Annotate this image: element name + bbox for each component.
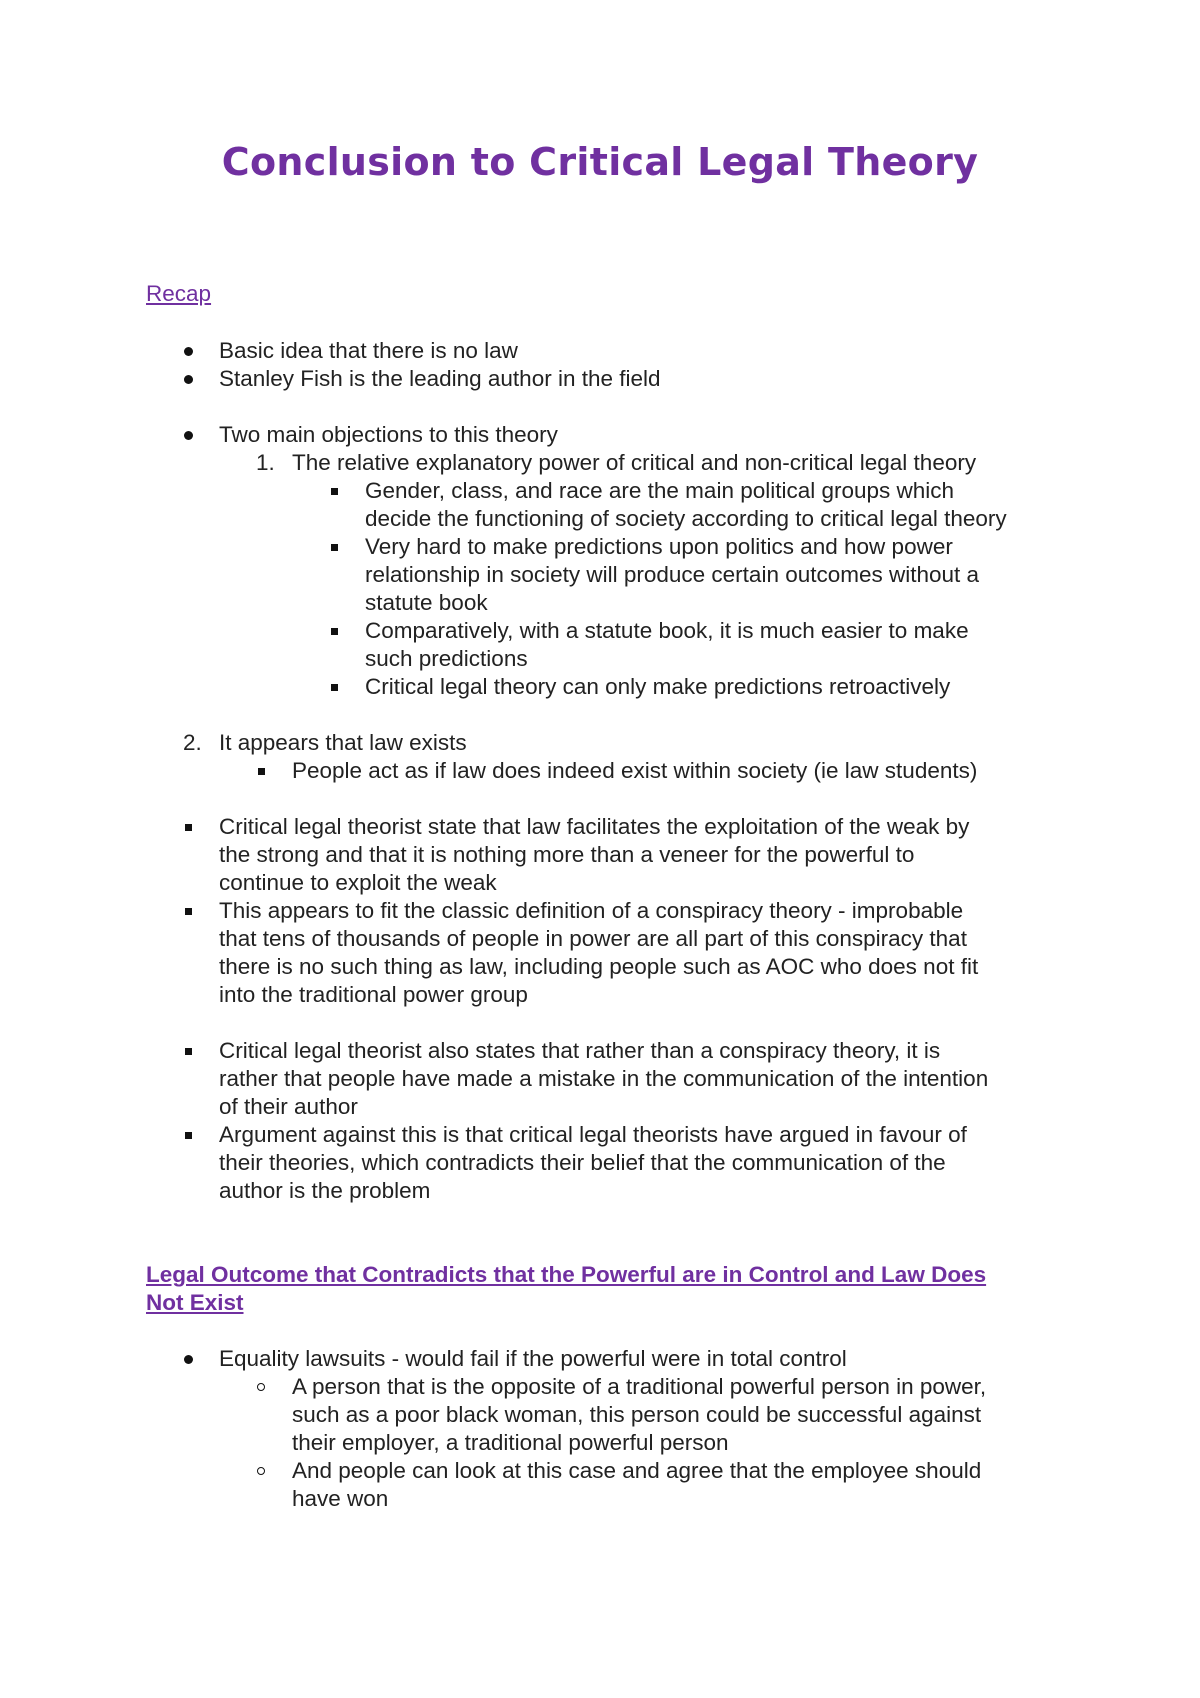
list-item: Equality lawsuits - would fail if the powerful were in total control xyxy=(219,1346,847,1371)
list-item-line: Gender, class, and race are the main political groups which xyxy=(365,478,955,503)
list-item-line: there is no such thing as law, including people such as AOC who does not fit xyxy=(219,954,979,979)
bullet-square-icon xyxy=(176,897,200,925)
bullet-square-icon xyxy=(322,477,346,505)
list-item-line: such as a poor black woman, this person could be successful against xyxy=(292,1402,982,1427)
bullet-square-icon xyxy=(249,757,273,785)
list-item-line: Critical legal theorist state that law facilitates the exploitation of the weak by xyxy=(219,814,970,839)
list-item: Stanley Fish is the leading author in the field xyxy=(219,366,661,391)
list-item-line: Comparatively, with a statute book, it is much easier to make xyxy=(365,618,969,643)
list-item-line: statute book xyxy=(365,590,488,615)
list-item-line: Argument against this is that critical legal theorists have argued in favour of xyxy=(219,1122,967,1147)
bullet-dot-icon xyxy=(176,421,200,449)
list-item: The relative explanatory power of critical and non-critical legal theory xyxy=(292,450,977,475)
list-item-line: decide the functioning of society according to critical legal theory xyxy=(365,506,1007,531)
list-item-line: have won xyxy=(292,1486,389,1511)
bullet-circle-icon xyxy=(249,1373,273,1401)
bullet-square-icon xyxy=(176,813,200,841)
bullet-dot-icon xyxy=(176,1345,200,1373)
list-item-line: their employer, a traditional powerful person xyxy=(292,1430,729,1455)
list-item-line: the strong and that it is nothing more than a veneer for the powerful to xyxy=(219,842,915,867)
bullet-circle-icon xyxy=(249,1457,273,1485)
list-item-line: that tens of thousands of people in power are all part of this conspiracy that xyxy=(219,926,967,951)
list-item-line: People act as if law does indeed exist within society (ie law students) xyxy=(292,758,978,783)
list-item-line: Critical legal theorist also states that rather than a conspiracy theory, it is xyxy=(219,1038,941,1063)
list-item-line: their theories, which contradicts their belief that the communication of the xyxy=(219,1150,946,1175)
bullet-square-icon xyxy=(322,673,346,701)
bullet-dot-icon xyxy=(176,365,200,393)
list-item-line: of their author xyxy=(219,1094,358,1119)
list-item: Basic idea that there is no law xyxy=(219,338,518,363)
page-title: Conclusion to Critical Legal Theory xyxy=(221,140,979,184)
list-item-line: relationship in society will produce certain outcomes without a xyxy=(365,562,980,587)
recap-heading: Recap xyxy=(146,281,212,306)
list-item: Two main objections to this theory xyxy=(219,422,558,447)
section-heading-line: Legal Outcome that Contradicts that the Powerful are in Control and Law Does xyxy=(146,1262,987,1287)
list-item-line: Critical legal theory can only make predictions retroactively xyxy=(365,674,951,699)
list-item-line: such predictions xyxy=(365,646,528,671)
list-number: 1. xyxy=(256,450,275,475)
bullet-square-icon xyxy=(176,1121,200,1149)
list-item-line: rather that people have made a mistake in the communication of the intention xyxy=(219,1066,989,1091)
list-item-line: into the traditional power group xyxy=(219,982,528,1007)
bullet-square-icon xyxy=(322,533,346,561)
list-item-line: continue to exploit the weak xyxy=(219,870,497,895)
bullet-square-icon xyxy=(176,1037,200,1065)
list-item-line: And people can look at this case and agree that the employee should xyxy=(292,1458,982,1483)
section-heading-line: Not Exist xyxy=(146,1290,244,1315)
bullet-dot-icon xyxy=(176,337,200,365)
list-item-line: author is the problem xyxy=(219,1178,431,1203)
list-item-line: Very hard to make predictions upon politics and how power xyxy=(365,534,953,559)
list-item: It appears that law exists xyxy=(219,730,467,755)
bullet-square-icon xyxy=(322,617,346,645)
list-item-line: A person that is the opposite of a traditional powerful person in power, xyxy=(292,1374,987,1399)
list-number: 2. xyxy=(183,730,202,755)
list-item-line: This appears to fit the classic definition of a conspiracy theory - improbable xyxy=(219,898,964,923)
